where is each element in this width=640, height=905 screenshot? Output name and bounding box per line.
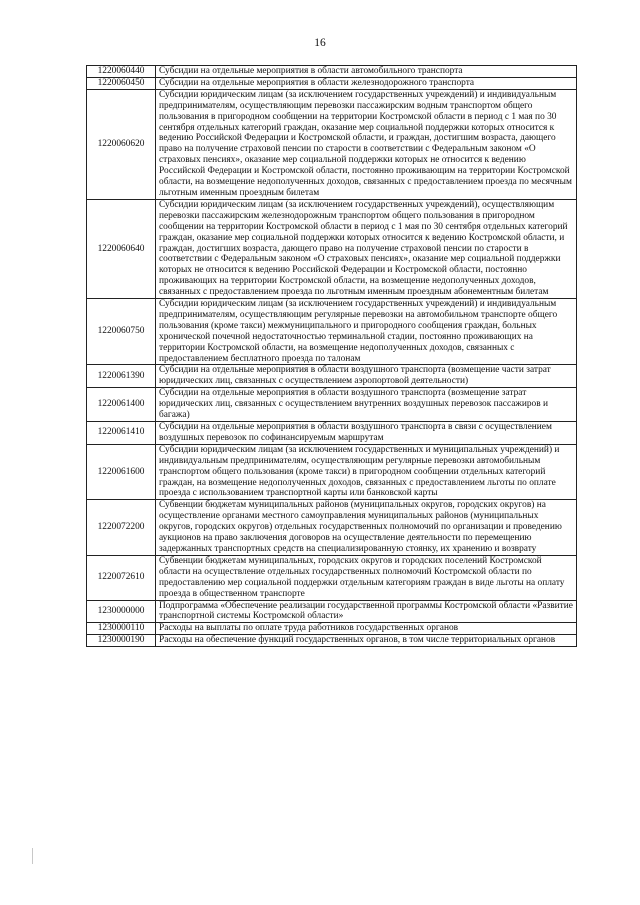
table-row bbox=[87, 89, 577, 199]
row-code: 1220061400 bbox=[87, 388, 156, 422]
table-row bbox=[87, 623, 577, 635]
row-description: Субсидии на отдельные мероприятия в области воздушного транспорта (возмещение затрат юридических лиц, связанных с осуществлением внутренних воздушных перевозок пассажиров и багажа) bbox=[156, 388, 577, 422]
table-row bbox=[87, 600, 577, 623]
row-code: 1220072610 bbox=[87, 555, 156, 600]
row-code: 1220061600 bbox=[87, 444, 156, 500]
page-number: 16 bbox=[314, 37, 326, 49]
row-description: Субсидии на отдельные мероприятия в области железнодорожного транспорта bbox=[156, 77, 577, 89]
budget-codes-table bbox=[86, 65, 577, 647]
row-code: 1230000190 bbox=[87, 635, 156, 647]
table-row bbox=[87, 444, 577, 500]
table-row bbox=[87, 555, 577, 600]
table-row bbox=[87, 77, 577, 89]
row-code: 1220060440 bbox=[87, 66, 156, 78]
row-description: Субсидии юридическим лицам (за исключением государственных учреждений) и индивидуальным предпринимателям, осуществляющим регулярные перевозки на автомобильном транспорте общего пользования (кроме такси) межмуниципального и пригородного сообщения граждан, больных хронической почечной недостаточностью терминальной стадии, постоянно проживающих на территории Костромской области, на возмещение недополученных доходов, связанных с предоставлением бесплатного проезда по талонам bbox=[156, 299, 577, 365]
row-code: 1220060620 bbox=[87, 89, 156, 199]
table-row bbox=[87, 365, 577, 388]
table-row bbox=[87, 422, 577, 445]
scan-margin-mark bbox=[32, 848, 33, 864]
table-row bbox=[87, 635, 577, 647]
row-code: 1220060640 bbox=[87, 199, 156, 298]
row-description: Субсидии на отдельные мероприятия в области воздушного транспорта в связи с осуществлением воздушных перевозок по софинансируемым маршрутам bbox=[156, 422, 577, 445]
row-code: 1230000000 bbox=[87, 600, 156, 623]
row-description: Расходы на выплаты по оплате труда работников государственных органов bbox=[156, 623, 577, 635]
row-code: 1220060750 bbox=[87, 299, 156, 365]
table-row bbox=[87, 388, 577, 422]
row-description: Субсидии юридическим лицам (за исключением государственных и муниципальных учреждений) и индивидуальным предпринимателям, осуществляющим регулярные перевозки автомобильным транспортом общего пользования (кроме такси) в пригородном сообщении отдельных категорий граждан, на возмещение недополученных доходов, связанных с предоставлением льготы по оплате проезда с использованием транспортной карты или банковской карты bbox=[156, 444, 577, 500]
table-row bbox=[87, 66, 577, 78]
row-code: 1230000110 bbox=[87, 623, 156, 635]
row-description: Подпрограмма «Обеспечение реализации государственной программы Костромской области «Развитие транспортной системы Костромской области» bbox=[156, 600, 577, 623]
table-row bbox=[87, 199, 577, 298]
row-description: Субсидии на отдельные мероприятия в области воздушного транспорта (возмещение части затрат юридических лиц, связанных с осуществлением аэропортовой деятельности) bbox=[156, 365, 577, 388]
row-description: Субсидии юридическим лицам (за исключением государственных учреждений), осуществляющим перевозки пассажирским железнодорожным транспортом общего пользования в пригородном сообщении на территории Костромской области в период с 1 мая по 30 сентября отдельных категорий граждан, оказание мер социальной поддержки которых относится к ведению Костромской области, и граждан, достигших возраста, дающего право на получение страховой пенсии по старости в соответствии с Федеральным законом «О страховых пенсиях», оказание мер социальной поддержки которых не относится к ведению Российской Федерации и Костромской области, постоянно проживающих на территории Костромской области, на возмещение недополученных доходов, связанных с предоставлением проезда по льготным именным проездным абонементным билетам bbox=[156, 199, 577, 298]
row-code: 1220072200 bbox=[87, 500, 156, 556]
row-description: Субсидии на отдельные мероприятия в области автомобильного транспорта bbox=[156, 66, 577, 78]
row-description: Субсидии юридическим лицам (за исключением государственных учреждений) и индивидуальным предпринимателям, осуществляющим перевозки пассажирским водным транспортом общего пользования в пригородном сообщении на территории Костромской области в период с 1 мая по 30 сентября отдельных категорий граждан, оказание мер социальной поддержки которых относится к ведению Российской Федерации и Костромской области, и граждан, достигшим возраста, дающего право на получение страховой пенсии по старости в соответствии с Федеральным законом «О страховых пенсиях», оказание мер социальной поддержки которых не относится к ведению Российской Федерации и Костромской области, постоянно проживающим на территории Костромской области, на возмещение недополученных доходов, связанных с предоставлением проезда по месячным льготным именным проездным билетам bbox=[156, 89, 577, 199]
row-code: 1220060450 bbox=[87, 77, 156, 89]
row-code: 1220061410 bbox=[87, 422, 156, 445]
row-description: Субвенции бюджетам муниципальных, городских округов и городских поселений Костромской области на осуществление отдельных государственных полномочий Костромской области по предоставлению мер социальной поддержки отдельным категориям граждан в виде льготы на оплату проезда в общественном транспорте bbox=[156, 555, 577, 600]
row-description: Расходы на обеспечение функций государственных органов, в том числе территориальных органов bbox=[156, 635, 577, 647]
row-description: Субвенции бюджетам муниципальных районов (муниципальных округов, городских округов) на осуществление органами местного самоуправления муниципальных районов (муниципальных округов, городских округов) отдельных государственных полномочий по организации и проведению аукционов на право заключения договоров на осуществление деятельности по перемещению задержанных транспортных средств на специализированную стоянку, их хранению и возврату bbox=[156, 500, 577, 556]
row-code: 1220061390 bbox=[87, 365, 156, 388]
table-row bbox=[87, 500, 577, 556]
table-row bbox=[87, 299, 577, 365]
